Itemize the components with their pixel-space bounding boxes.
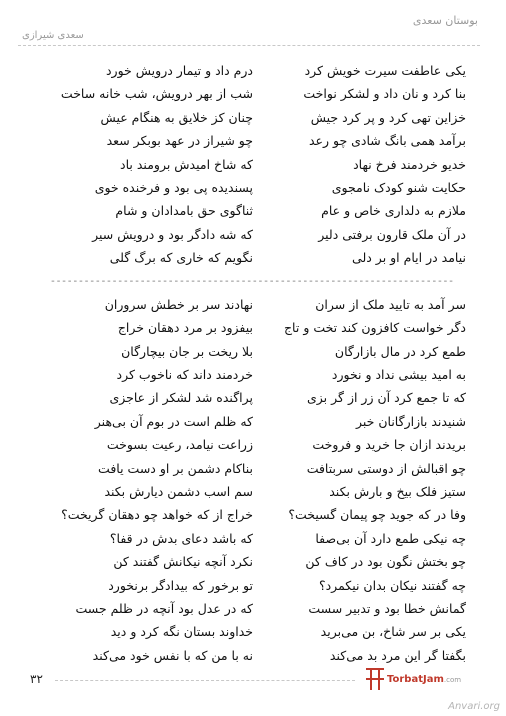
verse-couplet xyxy=(40,82,466,105)
poem-body xyxy=(40,59,466,667)
verse-couplet xyxy=(40,503,466,526)
first-hemistich: دگر خواست کافزون کند تخت و تاج xyxy=(283,320,466,336)
first-hemistich: نیامد در ایام او بر دلی xyxy=(352,250,466,266)
first-hemistich: وفا در که جوید چو پیمان گسیخت؟ xyxy=(288,507,466,523)
second-hemistich: نگویم که خاری که برگ گلی xyxy=(109,250,253,266)
first-hemistich: چو بختش نگون بود در کاف کن xyxy=(305,554,466,570)
second-hemistich: که شاخ امیدش برومند باد xyxy=(120,156,253,172)
second-hemistich: زراعت نیامد، رعیت بسوخت xyxy=(106,437,253,453)
book-title: بوستان سعدی xyxy=(412,14,478,27)
author-name: سعدی شیرازی xyxy=(22,30,84,41)
first-hemistich: بریدند ازان جا خرید و فروخت xyxy=(312,437,466,453)
verse-couplet xyxy=(40,129,466,152)
poem-section-2 xyxy=(40,293,466,667)
second-hemistich: نه با من که با نفس خود می‌کند xyxy=(92,647,253,663)
verse-couplet xyxy=(40,410,466,433)
first-hemistich: در آن ملک قارون برفتی دلیر xyxy=(318,226,466,242)
second-hemistich: که شه دادگر بود و درویش سیر xyxy=(92,226,253,242)
first-hemistich: به امید بیشی نداد و نخورد xyxy=(331,367,466,383)
verse-couplet xyxy=(40,293,466,316)
logo-text: TorbatJam.com xyxy=(387,673,462,685)
page-header xyxy=(0,0,506,48)
verse-couplet xyxy=(40,574,466,597)
verse-couplet xyxy=(40,386,466,409)
second-hemistich: پراگنده شد لشکر از عاجزی xyxy=(109,390,253,406)
second-hemistich: نکرد آنچه نیکانش گفتند کن xyxy=(113,554,253,570)
second-hemistich: که باشد دعای بدش در قفا؟ xyxy=(109,530,253,546)
first-hemistich: بنا کرد و نان داد و لشکر نواخت xyxy=(303,86,466,102)
verse-couplet xyxy=(40,246,466,269)
first-hemistich: بگفتا گر این مرد بد می‌کند xyxy=(329,647,466,663)
first-hemistich: گمانش خطا بود و تدبیر سست xyxy=(308,600,466,616)
first-hemistich: یکی عاطفت سیرت خویش کرد xyxy=(304,63,466,78)
second-hemistich: خراج از که خواهد چو دهقان گریخت؟ xyxy=(61,507,253,523)
verse-couplet xyxy=(40,340,466,363)
second-hemistich: شب از بهر درویش، شب خانه ساخت xyxy=(60,86,253,102)
verse-couplet xyxy=(40,457,466,480)
second-hemistich: پسندیده پی بود و فرخنده خوی xyxy=(94,179,253,195)
verse-couplet xyxy=(40,527,466,550)
first-hemistich: برآمد همی بانگ شادی چو رعد xyxy=(308,133,466,149)
verse-couplet xyxy=(40,316,466,339)
site-logo xyxy=(366,668,461,690)
second-hemistich: خردمند داند که ناخوب کرد xyxy=(116,367,253,383)
second-hemistich: که ظلم است در بوم آن بی‌هنر xyxy=(94,413,253,429)
second-hemistich: که در عدل بود آنچه در ظلم جست xyxy=(75,600,253,616)
first-hemistich: یکی بر سر شاخ، بن می‌برید xyxy=(320,624,466,640)
second-hemistich: بناکام دشمن بر او دست یافت xyxy=(98,460,253,476)
verse-couplet xyxy=(40,550,466,573)
second-hemistich: نهادند سر بر خطش سروران xyxy=(104,296,253,312)
second-hemistich: بلا ریخت بر جان بیچارگان xyxy=(121,343,253,359)
second-hemistich: ثناگوی حق بامدادان و شام xyxy=(115,203,253,219)
page-footer xyxy=(0,660,506,716)
first-hemistich: طمع کرد در مال بازارگان xyxy=(334,343,466,359)
second-hemistich: چنان کز خلایق به هنگام عیش xyxy=(100,109,253,125)
first-hemistich: چه نیکی طمع دارد آن بی‌صفا xyxy=(315,530,466,546)
verse-couplet xyxy=(40,223,466,246)
section-separator: ------------------------------------------------------------------------ xyxy=(51,275,455,287)
first-hemistich: که تا جمع کرد آن زر از گر بزی xyxy=(307,390,466,406)
page-number: ۳۲ xyxy=(30,672,43,686)
verse-couplet xyxy=(40,176,466,199)
second-hemistich: درم داد و تیمار درویش خورد xyxy=(105,63,253,78)
first-hemistich: حکایت شنو کودک نامجوی xyxy=(331,179,466,195)
verse-couplet xyxy=(40,153,466,176)
watermark: Anvari.org xyxy=(448,701,500,712)
first-hemistich: خدیو خردمند فرخ نهاد xyxy=(353,156,466,172)
second-hemistich: خداوند بستان نگه کرد و دید xyxy=(110,624,253,640)
first-hemistich: چو اقبالش از دوستی سربتافت xyxy=(306,460,466,476)
verse-couplet xyxy=(40,199,466,222)
verse-couplet xyxy=(40,433,466,456)
verse-couplet xyxy=(40,106,466,129)
header-divider xyxy=(18,45,480,46)
verse-couplet xyxy=(40,597,466,620)
second-hemistich: سم اسب دشمن دیارش بکند xyxy=(104,484,253,500)
second-hemistich: چو شیراز در عهد بوبکر سعد xyxy=(106,133,253,149)
second-hemistich: تو برخور که بیدادگر برنخورد xyxy=(108,577,253,593)
first-hemistich: سر آمد به تایید ملک از سران xyxy=(315,296,466,312)
first-hemistich: چه گفتند نیکان بدان نیکمرد؟ xyxy=(318,577,466,593)
first-hemistich: خزاین تهی کرد و پر کرد جیش xyxy=(310,109,466,125)
footer-divider xyxy=(55,680,355,681)
verse-couplet xyxy=(40,480,466,503)
verse-couplet xyxy=(40,363,466,386)
poem-section-1 xyxy=(40,59,466,270)
verse-couplet xyxy=(40,59,466,82)
first-hemistich: ملازم به دلداری خاص و عام xyxy=(321,203,466,219)
first-hemistich: شنیدند بازارگانان خبر xyxy=(355,413,466,429)
first-hemistich: ستیز فلک بیخ و بارش بکند xyxy=(329,484,466,500)
logo-icon xyxy=(366,668,384,690)
second-hemistich: بیفزود بر مرد دهقان خراج xyxy=(117,320,253,336)
verse-couplet xyxy=(40,620,466,643)
